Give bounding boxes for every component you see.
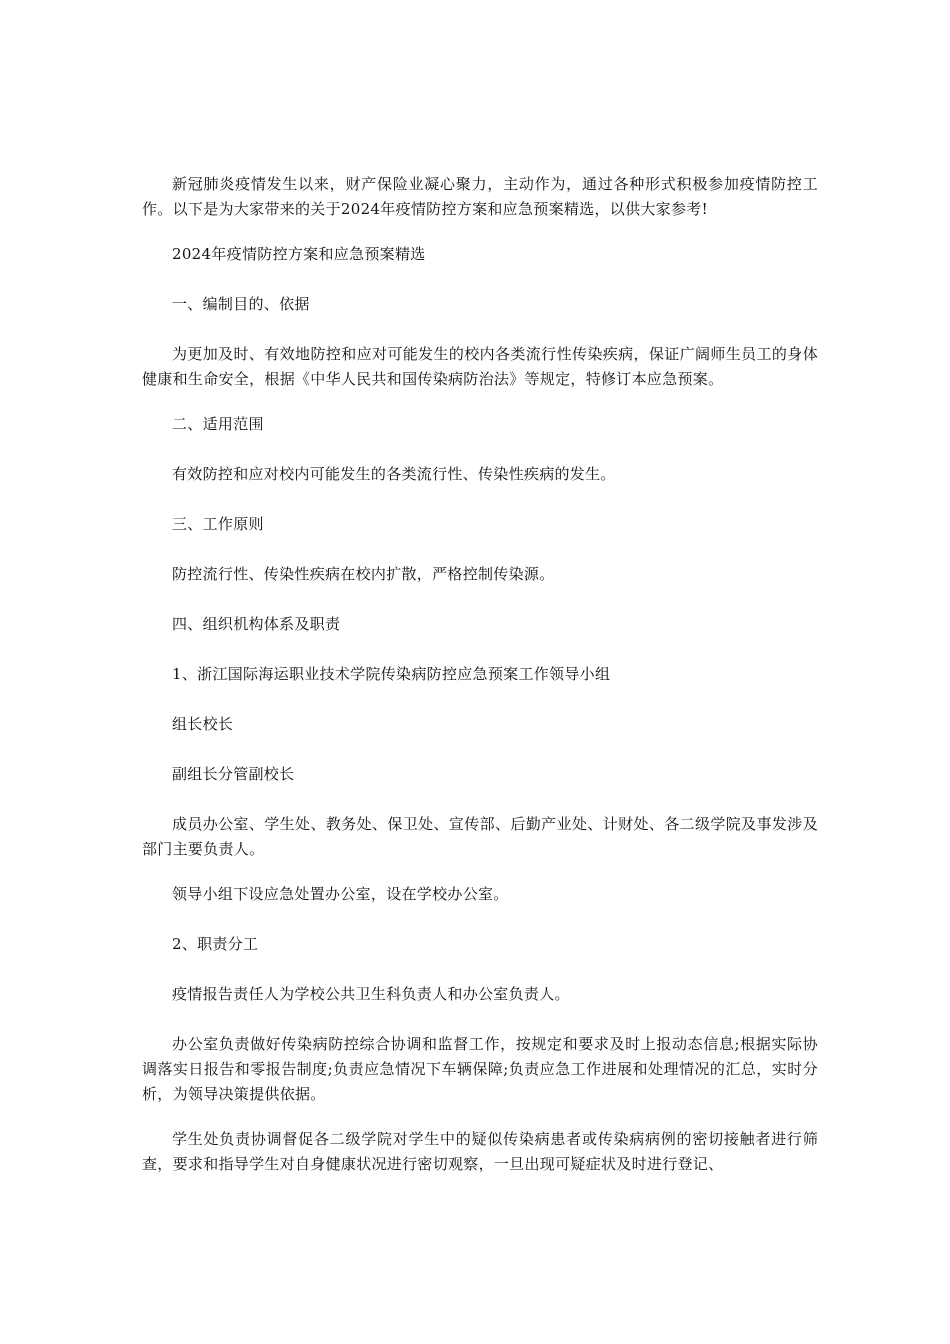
subheading-leadership-group: 1、浙江国际海运职业技术学院传染病防控应急预案工作领导小组 [172,665,611,683]
section-heading-purpose: 一、编制目的、依据 [172,295,310,313]
paragraph-purpose: 为更加及时、有效地防控和应对可能发生的校内各类流行性传染疾病，保证广阔师生员工的身体健康和生命安全，根据《中华人民共和国传染病防治法》等规定，特修订本应急预案。 [142,345,818,388]
paragraph-group-leader: 组长校长 [172,715,234,733]
paragraph-deputy-leader: 副组长分管副校长 [172,765,295,783]
subheading-responsibilities: 2、职责分工 [172,935,259,953]
document-page [142,172,818,1197]
section-heading-organization: 四、组织机构体系及职责 [172,615,341,633]
paragraph-members: 成员办公室、学生处、教务处、保卫处、宣传部、后勤产业处、计财处、各二级学院及事发涉及部门主要负责人。 [142,815,818,858]
section-heading-principle: 三、工作原则 [172,515,264,533]
document-title: 2024年疫情防控方案和应急预案精选 [172,245,426,263]
paragraph-report-officer: 疫情报告责任人为学校公共卫生科负责人和办公室负责人。 [172,985,570,1003]
intro-paragraph: 新冠肺炎疫情发生以来，财产保险业凝心聚力，主动作为，通过各种形式积极参加疫情防控工作。以下是为大家带来的关于2024年疫情防控方案和应急预案精选，以供大家参考! [142,175,818,218]
paragraph-scope: 有效防控和应对校内可能发生的各类流行性、传染性疾病的发生。 [172,465,616,483]
paragraph-principle: 防控流行性、传染性疾病在校内扩散，严格控制传染源。 [172,565,555,583]
paragraph-office-duties: 办公室负责做好传染病防控综合协调和监督工作，按规定和要求及时上报动态信息;根据实际协调落实日报告和零报告制度;负责应急情况下车辆保障;负责应急工作进展和处理情况的汇总，实时分析，为领导决策提供依据。 [142,1035,818,1103]
section-heading-scope: 二、适用范围 [172,415,264,433]
paragraph-emergency-office: 领导小组下设应急处置办公室，设在学校办公室。 [172,885,509,903]
paragraph-student-affairs-duties: 学生处负责协调督促各二级学院对学生中的疑似传染病患者或传染病病例的密切接触者进行筛查，要求和指导学生对自身健康状况进行密切观察，一旦出现可疑症状及时进行登记、 [142,1130,818,1173]
